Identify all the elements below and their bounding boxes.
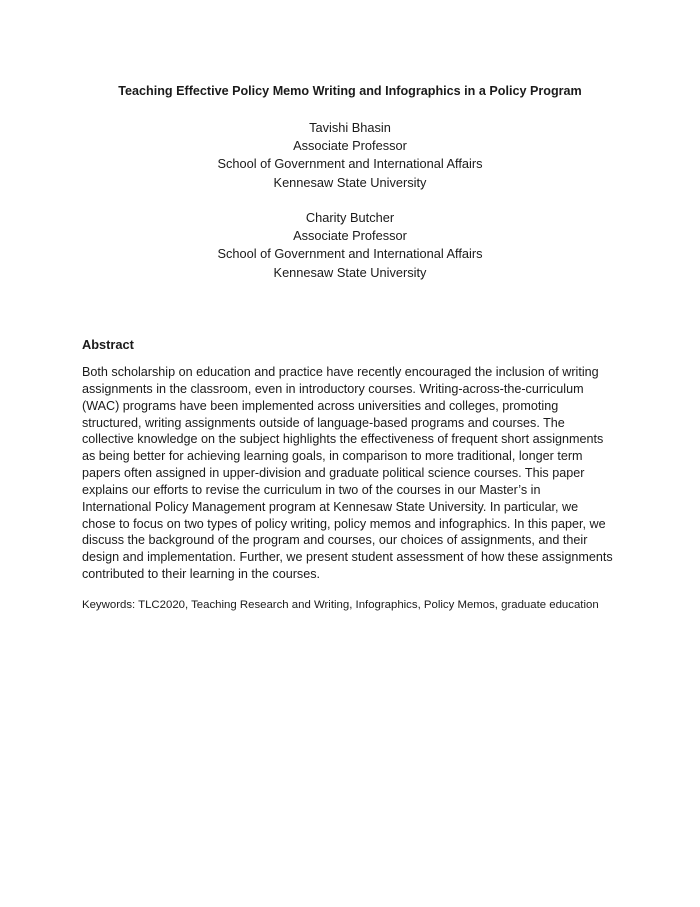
- abstract-line: contributed to their learning in the courses.: [82, 567, 321, 582]
- abstract-line: Both scholarship on education and practice have recently encouraged the inclusion of writing: [82, 365, 599, 379]
- abstract-line: collective knowledge on the subject highlights the effectiveness of frequent short assignments: [82, 432, 604, 447]
- author-name: Charity Butcher: [305, 210, 395, 225]
- abstract-line: discuss the background of the program and courses, our choices of assignments, and their: [82, 533, 588, 548]
- abstract-heading: Abstract: [82, 337, 134, 352]
- author-institution: Kennesaw State University: [273, 264, 427, 280]
- abstract-line: structured, writing assignments outside of language-based programs and courses. The: [82, 415, 565, 430]
- abstract-line: assignments in the classroom, even in introductory courses. Writing-across-the-curriculum: [82, 381, 584, 396]
- author-block-2: [0, 209, 700, 282]
- abstract-body: [82, 364, 622, 583]
- author-institution: Kennesaw State University: [273, 174, 427, 190]
- paper-title: Teaching Effective Policy Memo Writing and Infographics in a Policy Program: [118, 84, 582, 98]
- abstract-line: papers often assigned in upper-division and graduate political science courses. This paper: [82, 466, 585, 481]
- author-position: Associate Professor: [293, 138, 407, 154]
- author-department: School of Government and International Affairs: [217, 156, 483, 172]
- author-name: Tavishi Bhasin: [309, 120, 391, 135]
- abstract-line: chose to focus on two types of policy writing, policy memos and infographics. In this paper, we: [82, 516, 606, 531]
- abstract-line: as being better for achieving learning goals, in comparison to more traditional, longer term: [82, 449, 583, 464]
- abstract-line: design and implementation. Further, we present student assessment of how these assignments: [82, 550, 613, 565]
- abstract-line: explains our efforts to revise the curriculum in two of the courses in our Master’s in: [82, 482, 541, 497]
- author-block-1: [0, 119, 700, 192]
- keywords: Keywords: TLC2020, Teaching Research and Writing, Infographics, Policy Memos, graduate education: [82, 599, 599, 611]
- abstract-line: International Policy Management program at Kennesaw State University. In particular, we: [82, 499, 579, 514]
- author-department: School of Government and International Affairs: [217, 246, 483, 262]
- abstract-line: (WAC) programs have been implemented across universities and colleges, promoting: [82, 398, 559, 413]
- author-position: Associate Professor: [293, 228, 407, 244]
